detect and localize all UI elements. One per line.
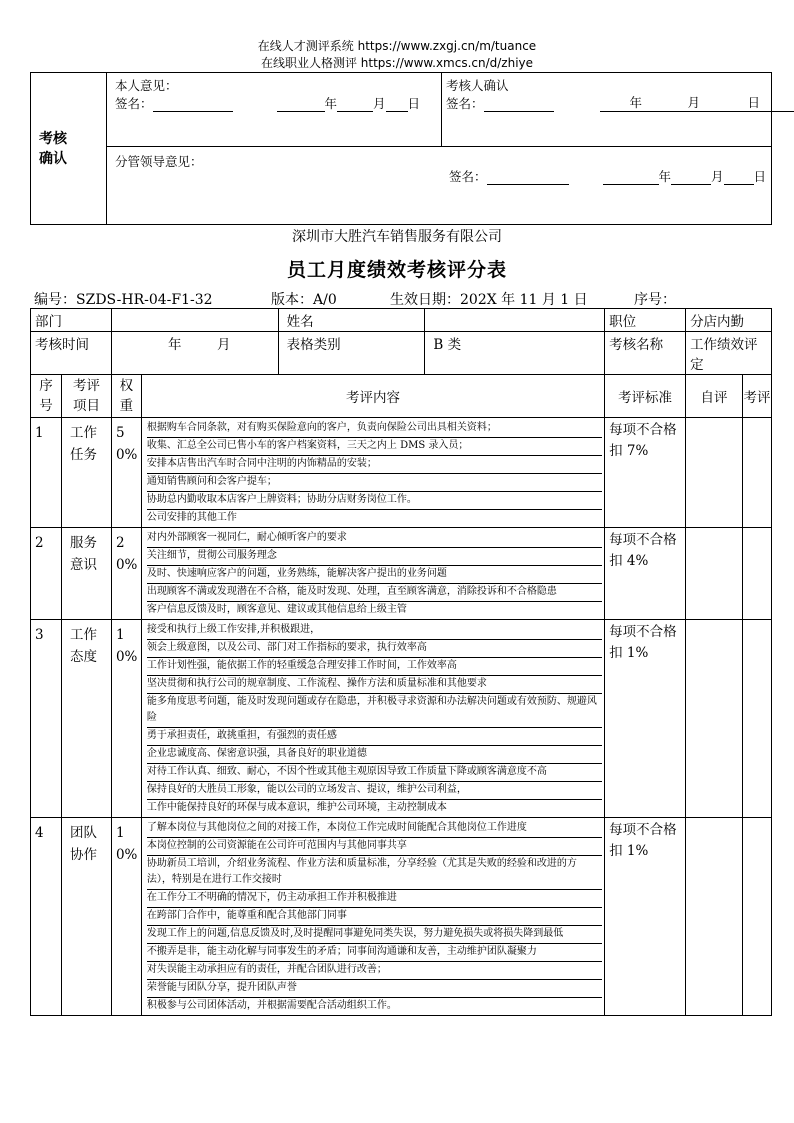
reviewer-year-label: 年 <box>629 95 643 110</box>
page-title: 员工月度绩效考核评分表 <box>286 259 507 281</box>
row-standard <box>605 818 686 1016</box>
leader-sign-label: 签名： <box>449 169 487 184</box>
leader-day-label: 日 <box>753 169 767 184</box>
row-weight <box>111 418 141 528</box>
score-row <box>31 620 772 818</box>
leader-opinion-cell[interactable] <box>107 147 772 225</box>
exam-name-label: 考核名称 <box>605 332 686 375</box>
reviewer-confirm-cell[interactable] <box>442 73 772 147</box>
score-row <box>31 818 772 1016</box>
name-value[interactable] <box>425 309 605 332</box>
self-opinion-cell[interactable] <box>107 73 442 147</box>
row-standard <box>605 620 686 818</box>
row-content <box>141 620 604 818</box>
row-self-score[interactable] <box>686 528 743 620</box>
self-month-label: 月 <box>373 96 386 111</box>
dept-value[interactable] <box>111 309 278 332</box>
content-item: 领会上级意图，以及公司、部门对工作指标的要求，执行效率高 <box>147 640 602 658</box>
doc-serial: 序号： <box>634 292 676 308</box>
doc-code: 编号：SZDS-HR-04-F1-32 <box>34 292 213 308</box>
content-item: 坚决贯彻和执行公司的规章制度、工作流程、操作方法和质量标准和其他要求 <box>147 676 602 694</box>
content-item: 公司安排的其他工作 <box>146 512 237 523</box>
content-item: 根据购车合同条款，对有购买保险意向的客户，负责向保险公司出具相关资料； <box>147 420 602 438</box>
row-weight <box>111 620 141 818</box>
row-content <box>141 418 604 528</box>
self-year-label: 年 <box>324 96 338 111</box>
name-label: 姓名 <box>278 309 425 332</box>
leader-year-label: 年 <box>658 169 672 184</box>
doc-version: 版本：A/0 <box>271 292 337 308</box>
reviewer-confirm-label: 考核人确认 <box>446 78 509 93</box>
content-item: 在工作分工不明确的情况下，仍主动承担工作并积极推进 <box>147 890 602 908</box>
reviewer-day-label: 日 <box>747 95 761 110</box>
leader-month-label: 月 <box>711 169 724 184</box>
content-item: 发现工作上的问题,信息反馈及时,及时提醒同事避免同类失误，努力避免损失或将损失降到最低 <box>147 926 602 944</box>
confirm-table <box>30 72 772 225</box>
row-self-score[interactable] <box>686 418 743 528</box>
leader-sign-line <box>449 167 766 185</box>
row-self-score[interactable] <box>686 620 743 818</box>
content-item: 对失误能主动承担应有的责任，并配合团队进行改善； <box>147 962 602 980</box>
content-item: 通知销售顾问和会客户提车； <box>147 474 602 492</box>
type-label: 表格类别 <box>278 332 425 375</box>
row-content <box>141 528 604 620</box>
content-item: 了解本岗位与其他岗位之间的对接工作，本岗位工作完成时间能配合其他岗位工作进度 <box>147 820 602 838</box>
score-rows <box>31 418 772 1016</box>
row-seq <box>31 418 62 528</box>
self-sign-label: 签名： <box>115 96 153 111</box>
content-item: 工作计划性强，能依据工作的轻重缓急合理安排工作时间，工作效率高 <box>147 658 602 676</box>
time-year: 年 <box>167 337 182 353</box>
th-eval: 考评 <box>742 375 771 418</box>
content-item: 本岗位控制的公司资源能在公司许可范围内与其他同事共享 <box>147 838 602 856</box>
time-value[interactable] <box>111 332 278 375</box>
doc-effective-date: 生效日期：202X 年 11 月 1 日 <box>390 292 588 308</box>
self-opinion-label: 本人意见： <box>115 78 178 93</box>
content-item: 出现顾客不满或发现潜在不合格，能及时发现、处理，直至顾客满意，消除投诉和不合格隐患 <box>147 584 602 602</box>
position-value: 分店内勤 <box>686 309 772 332</box>
row-standard-text: 每项不合格扣 4% <box>609 532 677 569</box>
row-seq-text: 4 <box>35 825 44 841</box>
company-name: 深圳市大胜汽车销售服务有限公司 <box>292 229 502 245</box>
content-item: 不搬弄是非，能主动化解与同事发生的矛盾；同事间沟通谦和友善，主动维护团队凝聚力 <box>147 944 602 962</box>
row-item <box>61 818 111 1016</box>
dept-label: 部门 <box>31 309 112 332</box>
content-item: 协助总内勤收取本店客户上牌资料；协助分店财务岗位工作。 <box>147 492 602 510</box>
row-item-text: 工作任务 <box>69 425 97 463</box>
confirm-label-text: 考核确认 <box>39 130 67 167</box>
reviewer-sign-label: 签名： <box>446 96 484 111</box>
row-item-text: 工作态度 <box>69 627 97 665</box>
position-label: 职位 <box>605 309 686 332</box>
header-link-line-2[interactable]: 在线职业人格测评 https://www.xmcs.cn/d/zhiye <box>260 56 534 70</box>
th-item: 考评项目 <box>61 375 111 418</box>
content-item: 工作中能保持良好的环保与成本意识，维护公司环境，主动控制成本 <box>146 802 447 813</box>
content-item: 对内外部顾客一视同仁，耐心倾听客户的要求 <box>147 530 602 548</box>
time-label: 考核时间 <box>31 332 112 375</box>
row-eval-score[interactable] <box>742 620 771 818</box>
row-item-text: 团队协作 <box>69 825 97 863</box>
row-standard-text: 每项不合格扣 1% <box>609 822 677 859</box>
time-month: 月 <box>216 337 231 353</box>
content-item: 及时、快速响应客户的问题，业务熟练，能解决客户提出的业务问题 <box>147 566 602 584</box>
row-seq <box>31 818 62 1016</box>
content-item: 协助新员工培训，介绍业务流程、作业方法和质量标准，分享经验（尤其是失败的经验和改进的方法），特别是在进行工作交接时 <box>147 856 602 890</box>
th-standard: 考评标准 <box>605 375 686 418</box>
content-item: 企业忠诚度高、保密意识强，具备良好的职业道德 <box>147 746 602 764</box>
row-content <box>141 818 604 1016</box>
content-item: 勇于承担责任，敢挑重担，有强烈的责任感 <box>147 728 602 746</box>
content-item: 保持良好的大胜员工形象，能以公司的立场发言、提议，维护公司利益， <box>147 782 602 800</box>
content-item: 积极参与公司团体活动，并根据需要配合活动组织工作。 <box>146 1000 397 1011</box>
row-weight-text: 20% <box>115 535 138 573</box>
content-item: 在跨部门合作中，能尊重和配合其他部门同事 <box>147 908 602 926</box>
row-standard <box>605 418 686 528</box>
score-row <box>31 418 772 528</box>
leader-opinion-label: 分管领导意见： <box>115 154 203 169</box>
row-seq-text: 3 <box>35 627 44 643</box>
content-item: 对待工作认真、细致、耐心，不因个性或其他主观原因导致工作质量下降或顾客满意度不高 <box>147 764 602 782</box>
content-item: 客户信息反馈及时，顾客意见、建议或其他信息给上级主管 <box>146 604 407 615</box>
row-seq <box>31 620 62 818</box>
row-seq-text: 2 <box>35 535 44 551</box>
th-self: 自评 <box>686 375 743 418</box>
content-item: 能多角度思考问题，能及时发现问题或存在隐患，并积极寻求资源和办法解决问题或有效预防、规避风险 <box>147 694 602 728</box>
content-item: 安排本店售出汽车时合同中注明的内饰精品的安装； <box>147 456 602 474</box>
row-item <box>61 620 111 818</box>
score-table <box>30 308 772 1016</box>
row-weight <box>111 528 141 620</box>
reviewer-sign-line <box>446 94 794 112</box>
row-self-score[interactable] <box>686 818 743 1016</box>
th-seq: 序号 <box>31 375 62 418</box>
row-eval-score[interactable] <box>742 818 771 1016</box>
row-weight-text: 50% <box>115 425 138 463</box>
row-seq <box>31 528 62 620</box>
row-weight <box>111 818 141 1016</box>
content-item: 收集、汇总全公司已售小车的客户档案资料，三天之内上 DMS 录入员； <box>147 438 602 456</box>
content-item: 荣誉能与团队分享，提升团队声誉 <box>147 980 602 998</box>
th-weight: 权重 <box>111 375 141 418</box>
type-value: B 类 <box>425 332 605 375</box>
row-item <box>61 418 111 528</box>
row-standard <box>605 528 686 620</box>
row-weight-text: 10% <box>115 825 138 863</box>
content-item: 关注细节，贯彻公司服务理念 <box>147 548 602 566</box>
row-standard-text: 每项不合格扣 1% <box>609 624 677 661</box>
content-item: 接受和执行上级工作安排,并积极跟进， <box>147 622 602 640</box>
th-content: 考评内容 <box>141 375 604 418</box>
self-sign-line <box>115 94 420 112</box>
row-eval-score[interactable] <box>742 528 771 620</box>
reviewer-month-label: 月 <box>687 95 701 110</box>
row-standard-text: 每项不合格扣 7% <box>609 422 677 459</box>
self-day-label: 日 <box>407 96 421 111</box>
confirm-section-label <box>31 73 107 225</box>
row-weight-text: 10% <box>115 627 138 665</box>
row-item-text: 服务意识 <box>69 535 97 573</box>
header-link-line-1[interactable]: 在线人才测评系统 https://www.zxgj.cn/m/tuance <box>257 39 537 53</box>
row-seq-text: 1 <box>35 425 44 441</box>
row-item <box>61 528 111 620</box>
exam-name-value: 工作绩效评定 <box>686 332 772 375</box>
score-row <box>31 528 772 620</box>
row-eval-score[interactable] <box>742 418 771 528</box>
